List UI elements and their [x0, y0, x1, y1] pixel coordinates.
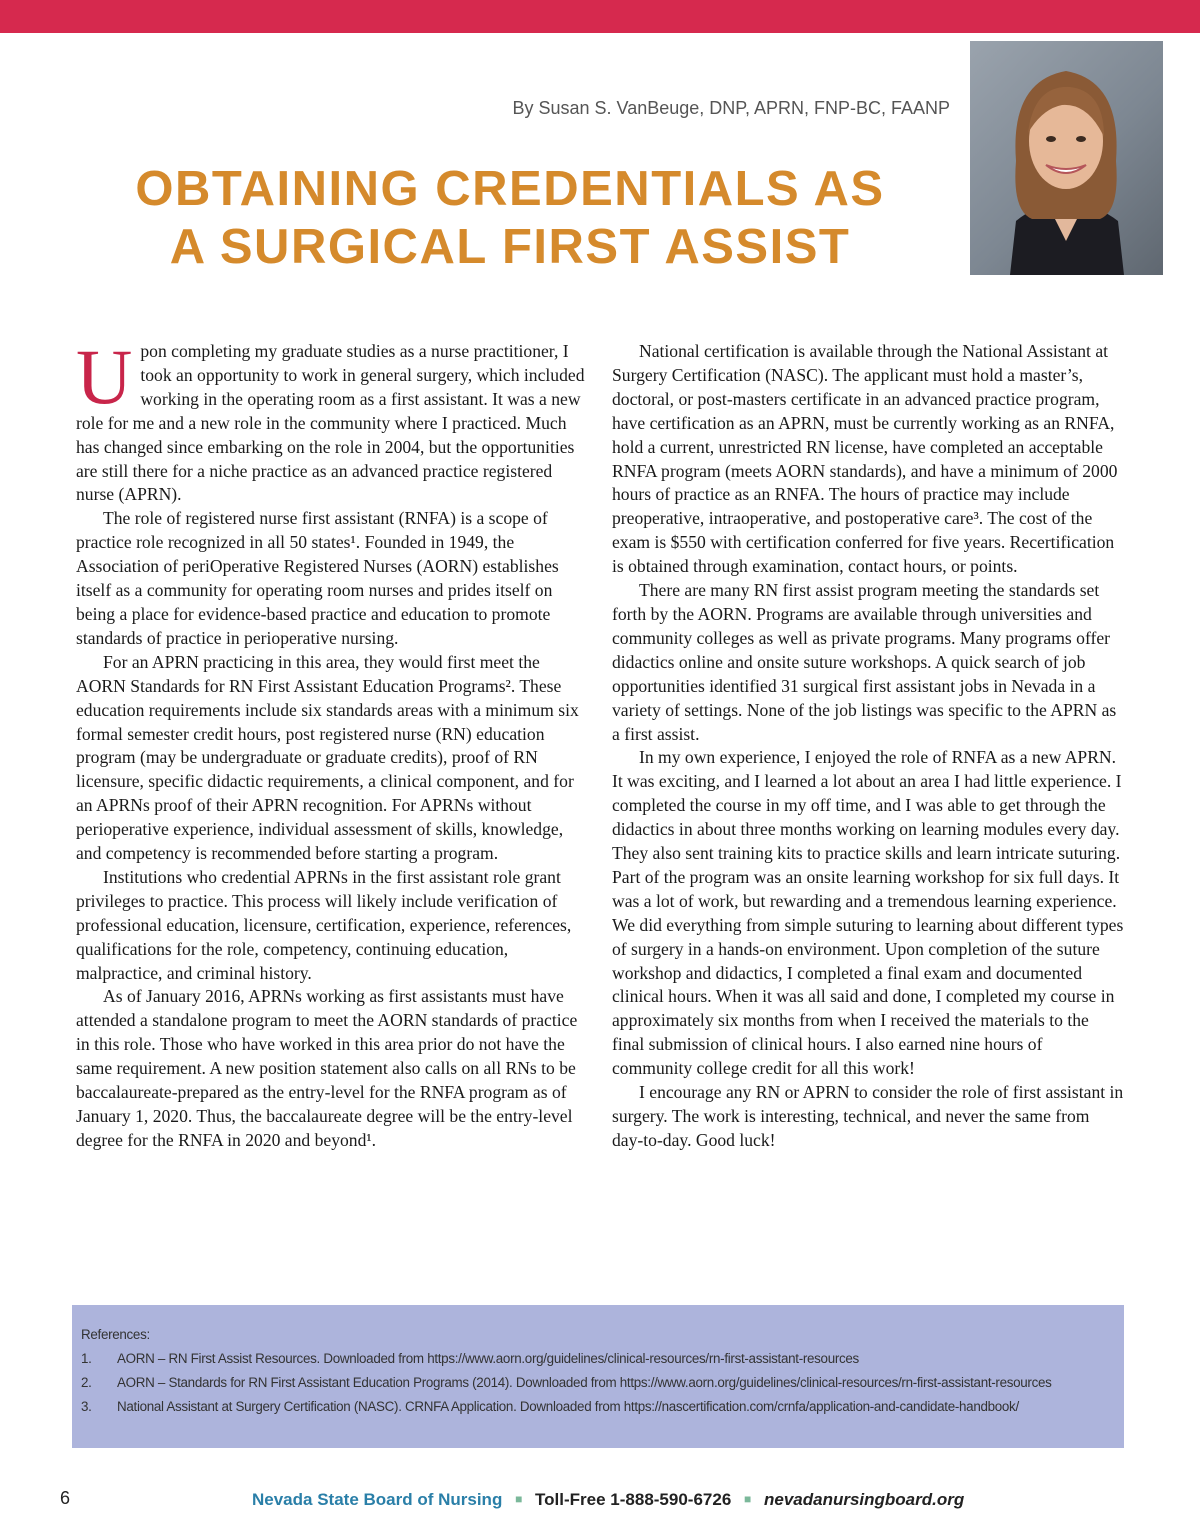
footer-bar: [252, 1490, 964, 1510]
reference-number: 1.: [81, 1351, 92, 1366]
article-paragraph: Institutions who credential APRNs in the first assistant role grant privileges to practice. This process will likely include verification of professional education, licensure, certification, experience, references, qualifications for the role, competency, continuing education, malpractice, and criminal history.: [76, 866, 572, 983]
drop-cap: U: [76, 333, 133, 420]
footer-separator-icon: ■: [744, 1492, 752, 1506]
article-title: [60, 160, 960, 276]
footer-separator-icon: ■: [515, 1492, 523, 1506]
author-portrait-illustration: [970, 41, 1163, 275]
article-right-column: [612, 340, 1124, 1153]
article-paragraph: National certification is available through the National Assistant at Surgery Certification (NASC). The applicant must hold a master’s, doctoral, or post-masters certificate in an advanced practice program, have certification as an APRN, must be currently working as an RNFA, hold a current, unrestricted RN license, have completed an acceptable RNFA program (meets AORN standards), and have a minimum of 2000 hours of practice as an RNFA. The hours of practice may include preoperative, intraoperative, and postoperative care³. The cost of the exam is $550 with certification conferred for five years. Recertification is obtained through examination, contact hours, or points.: [612, 341, 1118, 577]
footer-organization: Nevada State Board of Nursing: [252, 1490, 503, 1509]
reference-number: 3.: [81, 1399, 92, 1414]
reference-number: 2.: [81, 1375, 92, 1390]
author-photo: [970, 41, 1163, 275]
footer-website-link[interactable]: nevadanursingboard.org: [764, 1490, 965, 1509]
reference-item: [81, 1347, 1114, 1371]
references-box: [72, 1305, 1124, 1448]
reference-text: AORN – RN First Assist Resources. Downloaded from https://www.aorn.org/guidelines/clinical-resources/rn-first-assistant-resources: [117, 1351, 859, 1366]
title-line-1: OBTAINING CREDENTIALS AS: [135, 162, 885, 216]
article-paragraph: For an APRN practicing in this area, they would first meet the AORN Standards for RN First Assistant Education Programs². These education requirements include six standards areas with a minimum six formal semester credit hours, post registered nurse (RN) education program (may be undergraduate or graduate credits), proof of RN licensure, specific didactic requirements, a clinical component, and for an APRNs proof of their APRN recognition. For APRNs without perioperative experience, individual assessment of skills, knowledge, and competency is recommended before starting a program.: [76, 651, 579, 864]
title-line-2: A SURGICAL FIRST ASSIST: [169, 220, 851, 274]
article-paragraph: [76, 333, 588, 507]
article-paragraph: There are many RN first assist program meeting the standards set forth by the AORN. Programs are available through universities and community colleges as well as private programs. Many programs offer didactics online and onsite suture workshops. A quick search of job opportunities identified 31 surgical first assistant jobs in Nevada in a variety of settings. None of the job listings was specific to the APRN as a first assist.: [612, 580, 1117, 744]
top-accent-bar: [0, 0, 1200, 33]
reference-text: AORN – Standards for RN First Assistant Education Programs (2014). Downloaded from https://www.aorn.org/guidelines/clinical-resources/rn-first-assistant-resources: [117, 1375, 1052, 1390]
article-left-column: [76, 333, 588, 1153]
author-byline: By Susan S. VanBeuge, DNP, APRN, FNP-BC, FAANP: [512, 98, 950, 118]
reference-item: [81, 1395, 1114, 1419]
references-heading: References:: [81, 1327, 150, 1342]
footer-phone: Toll-Free 1-888-590-6726: [535, 1490, 732, 1509]
article-paragraph: In my own experience, I enjoyed the role of RNFA as a new APRN. It was exciting, and I learned a lot about an area I had little experience. I completed the course in my off time, and I was able to get through the didactics in about three months working on learning modules every day. They also sent training kits to practice skills and learn intricate suturing. Part of the program was an onsite learning workshop for six full days. It was a lot of work, but rewarding and a tremendous learning experience. We did everything from simple suturing to learning about different types of surgery in a hands-on environment. Upon completion of the suture workshop and didactics, I completed a final exam and documented clinical hours. When it was all said and done, I completed my course in approximately six months from when I received the materials to the final submission of clinical hours. I also earned nine hours of community college credit for all this work!: [612, 747, 1124, 1079]
reference-item: [81, 1371, 1114, 1395]
paragraph-text: pon completing my graduate studies as a nurse practitioner, I took an opportunity to work in general surgery, which included working in the operating room as a first assistant. It was a new role for me and a new role in the community where I practiced. Much has changed since embarking on the role in 2004, but the opportunities are still there for a niche practice as an advanced practice registered nurse (APRN).: [76, 341, 585, 505]
reference-text: National Assistant at Surgery Certification (NASC). CRNFA Application. Downloaded from https://nascertification.com/crnfa/application-and-candidate-handbook/: [117, 1399, 1019, 1414]
page-number: 6: [60, 1488, 71, 1508]
article-paragraph: The role of registered nurse first assistant (RNFA) is a scope of practice role recognized in all 50 states¹. Founded in 1949, the Association of periOperative Registered Nurses (AORN) establishes itself as a community for operating room nurses and prides itself on being a place for evidence-based practice and education to promote standards of practice in perioperative nursing.: [76, 508, 559, 648]
article-paragraph: I encourage any RN or APRN to consider the role of first assistant in surgery. The work is interesting, technical, and never the same from day-to-day. Good luck!: [612, 1082, 1124, 1150]
article-paragraph: As of January 2016, APRNs working as first assistants must have attended a standalone program to meet the AORN standards of practice in this role. Those who have worked in this area prior do not have the same requirement. A new position statement also calls on all RNs to be baccalaureate-prepared as the entry-level for the RNFA program as of January 1, 2020. Thus, the baccalaureate degree will be the entry-level degree for the RNFA in 2020 and beyond¹.: [76, 986, 578, 1150]
